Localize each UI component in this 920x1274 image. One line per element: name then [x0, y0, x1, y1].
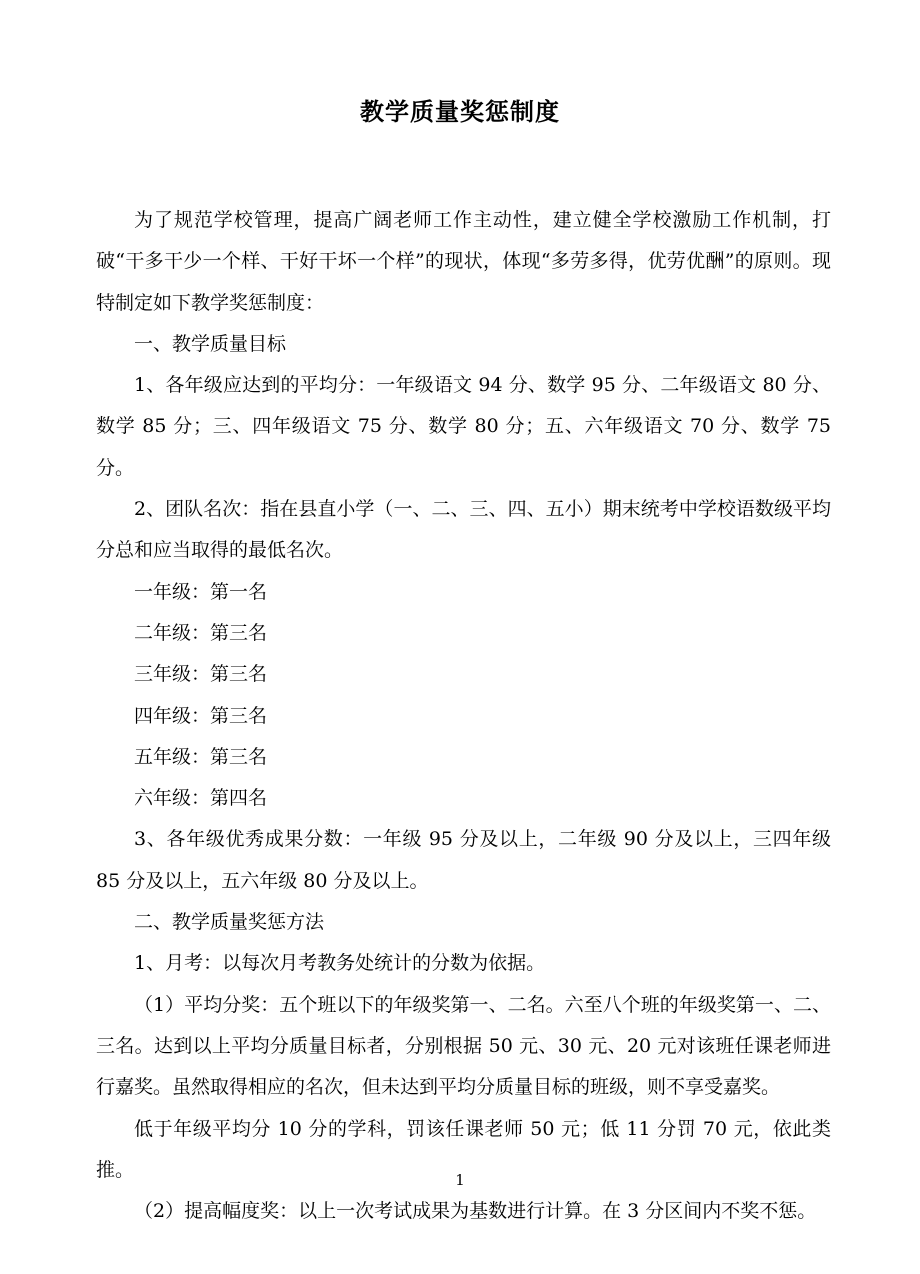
rank-grade-4: 四年级：第三名: [134, 704, 268, 727]
method-improvement-reward: （2）提高幅度奖：以上一次考试成果为基数进行计算。在 3 分区间内不奖不惩。: [134, 1200, 817, 1223]
rank-grade-3: 三年级：第三名: [134, 663, 268, 686]
page-number: 1: [455, 1171, 465, 1189]
rank-grade-6: 六年级：第四名: [134, 787, 268, 810]
document-body: [96, 200, 831, 1232]
section-heading-reward-methods: 二、教学质量奖惩方法: [134, 911, 325, 934]
method-average-reward: （1）平均分奖：五个班以下的年级奖第一、二名。六至八个班的年级奖第一、二、三名。达到以上平均分质量目标者，分别根据 50 元、30 元、20 元对该班任课老师进行嘉奖。虽然取得相应的名次，但未达到平均分质量目标的班级，则不享受嘉奖。: [96, 993, 831, 1099]
method-monthly-exam: 1、月考：以每次月考教务处统计的分数为依据。: [134, 952, 546, 975]
document-title: 教学质量奖惩制度: [360, 98, 560, 126]
section-heading-quality-goals: 一、教学质量目标: [134, 332, 287, 355]
rank-grade-5: 五年级：第三名: [134, 745, 268, 768]
rank-grade-1: 一年级：第一名: [134, 580, 268, 603]
intro-paragraph: 为了规范学校管理，提高广阔老师工作主动性，建立健全学校激励工作机制，打破“干多干少一个样、干好干坏一个样”的现状，体现“多劳多得，优劳优酬”的原则。现特制定如下教学奖惩制度：: [96, 209, 831, 314]
goal-average-scores: 1、各年级应达到的平均分：一年级语文 94 分、数学 95 分、二年级语文 80 分、数学 85 分；三、四年级语文 75 分、数学 80 分；五、六年级语文 70 分、数学 75 分。: [96, 374, 831, 479]
rank-grade-2: 二年级：第三名: [134, 621, 268, 644]
goal-team-rank: 2、团队名次：指在县直小学（一、二、三、四、五小）期末统考中学校语数级平均分总和应当取得的最低名次。: [96, 498, 831, 562]
method-penalty: 低于年级平均分 10 分的学科，罚该任课老师 50 元；低 11 分罚 70 元，依此类推。: [96, 1117, 831, 1181]
goal-excellent-scores: 3、各年级优秀成果分数：一年级 95 分及以上，二年级 90 分及以上，三四年级 85 分及以上，五六年级 80 分及以上。: [96, 828, 831, 892]
